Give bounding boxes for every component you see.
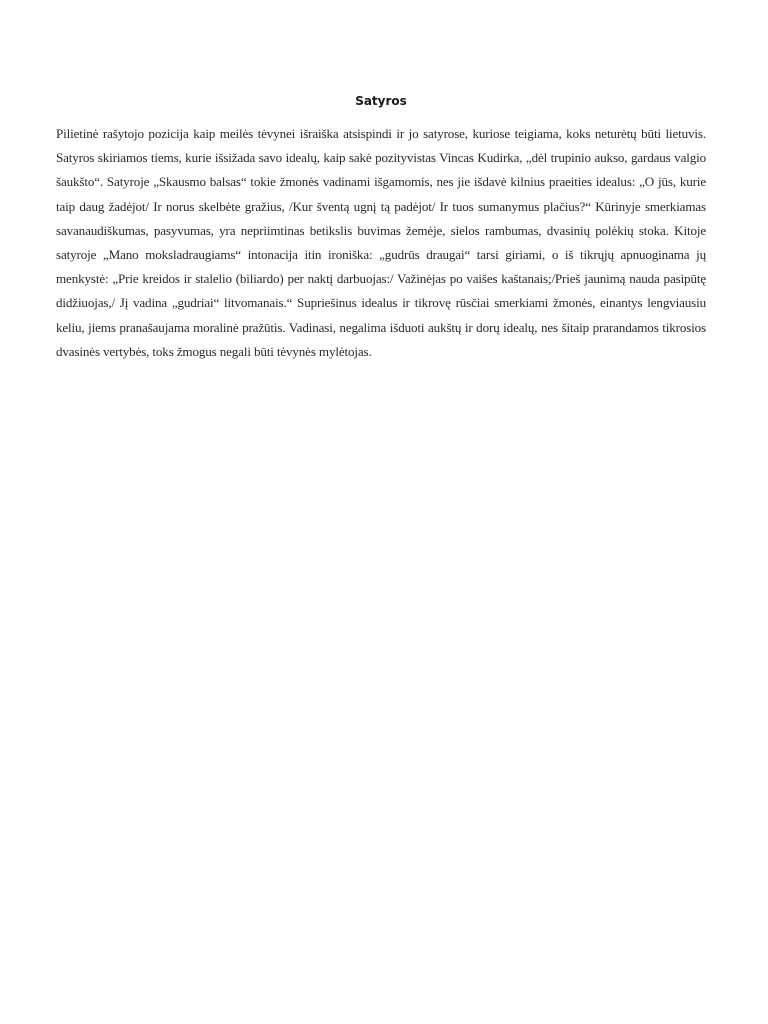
document-title: Satyros (355, 94, 407, 108)
document-body-paragraph: Pilietinė rašytojo pozicija kaip meilės tėvynei išraiška atsispindi ir jo satyrose, kuriose teigiama, koks neturėtų būti lietuvis. Satyros skiriamos tiems, kurie išsižada savo idealų, kaip sakė pozityvistas Vincas Kudirka, „dėl trupinio aukso, gardaus valgio šaukšto“. Satyroje „Skausmo balsas“ tokie žmonės vadinami išgamomis, nes jie išdavė kilnius praeities idealus: „O jūs, kurie taip daug žadėjot/ Ir norus skelbėte gražius, /Kur šventą ugnį tą padėjot/ Ir tuos sumanymus plačius?“ Kūrinyje smerkiamas savanaudiškumas, pasyvumas, yra nepriimtinas betikslis buvimas žemėje, sielos rambumas, dvasinių polėkių stoka. Kitoje satyroje „Mano moksladraugiams“ intonacija itin ironiška: „gudrūs draugai“ tarsi giriami, o iš tikrųjų apnuoginama jų menkystė: „Prie kreidos ir stalelio (biliardo) per naktį darbuojas:/ Važinėjas po vaišes kaštanais;/Prieš jaunimą nauda pasipūtę didžiuojas,/ Jį vadina „gudriai“ litvomanais.“ Supriešinus idealus ir tikrovę rūsčiai smerkiami žmonės, einantys lengviausiu keliu, jiems pranašaujama moralinė pražūtis. Vadinasi, negalima išduoti aukštų ir dorų idealų, nes šitaip prarandamos tikrosios dvasinės vertybės, toks žmogus negali būti tėvynės mylėtojas. (56, 126, 706, 359)
